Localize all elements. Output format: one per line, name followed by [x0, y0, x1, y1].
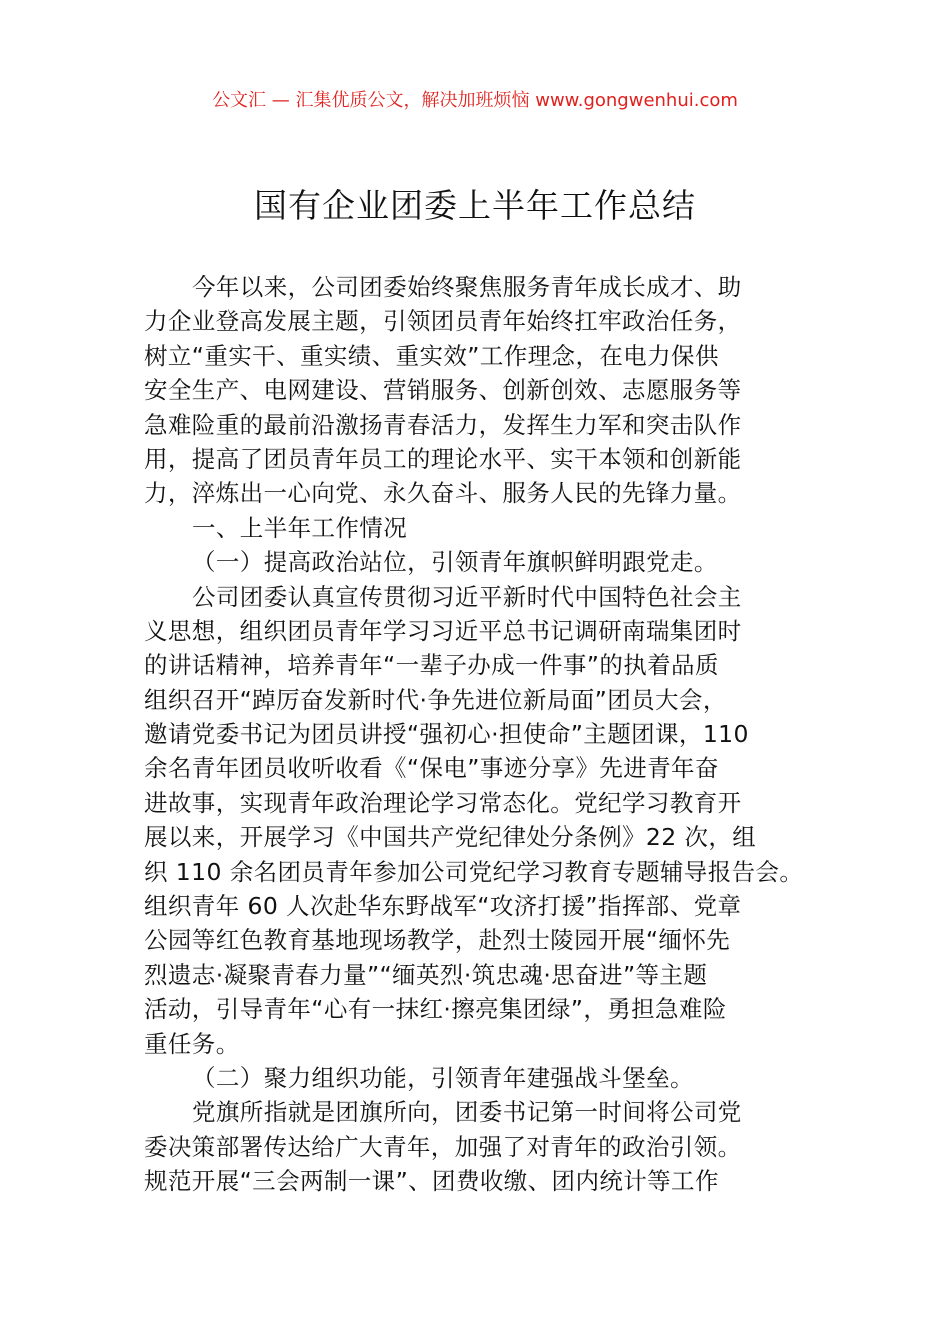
body-line: 活动，引导青年“心有一抹红·擦亮集团绿”，勇担急难险 [144, 995, 727, 1024]
body-line: 树立“重实干、重实绩、重实效”工作理念，在电力保供 [144, 341, 719, 370]
body-line: 安全生产、电网建设、营销服务、创新创效、志愿服务等 [144, 376, 742, 405]
body-line: 进故事，实现青年政治理论学习常态化。党纪学习教育开 [144, 788, 742, 817]
body-line: 用，提高了团员青年员工的理论水平、实干本领和创新能 [144, 444, 742, 473]
body-line: 公园等红色教育基地现场教学，赴烈士陵园开展“缅怀先 [144, 926, 731, 955]
body-line: 重任务。 [144, 1029, 240, 1058]
body-line: 余名青年团员收听收看《“保电”事迹分享》先进青年奋 [144, 754, 719, 783]
document-body [144, 270, 816, 1199]
body-line: （一）提高政治站位，引领青年旗帜鲜明跟党走。 [192, 548, 718, 577]
body-line: 烈遗志·凝聚青春力量”“缅英烈·筑忠魂·思奋进”等主题 [144, 960, 708, 989]
body-line: 邀请党委书记为团员讲授“强初心·担使命”主题团课，110 [144, 720, 749, 749]
site-banner: 公文汇 — 汇集优质公文，解决加班烦恼 www.gongwenhui.com [212, 90, 738, 111]
document-title: 国有企业团委上半年工作总结 [254, 186, 696, 225]
body-line: 织 110 余名团员青年参加公司党纪学习教育专题辅导报告会。 [144, 857, 804, 886]
body-line: 公司团委认真宣传贯彻习近平新时代中国特色社会主 [192, 582, 742, 611]
body-line: 力企业登高发展主题，引领团员青年始终扛牢政治任务， [144, 307, 742, 336]
body-line: 急难险重的最前沿激扬青春活力，发挥生力军和突击队作 [144, 410, 742, 439]
body-line: 委决策部署传达给广大青年，加强了对青年的政治引领。 [144, 1132, 742, 1161]
body-line: 组织召开“踔厉奋发新时代·争先进位新局面”团员大会， [144, 685, 727, 714]
body-line: 今年以来，公司团委始终聚焦服务青年成长成才、助 [192, 273, 742, 301]
body-line: 的讲话精神，培养青年“一辈子办成一件事”的执着品质 [144, 651, 719, 680]
body-line: 组织青年 60 人次赴华东野战军“攻济打援”指挥部、党章 [144, 892, 742, 921]
body-line: 一、上半年工作情况 [192, 513, 408, 542]
body-line: 党旗所指就是团旗所向，团委书记第一时间将公司党 [192, 1098, 742, 1127]
body-line: 义思想，组织团员青年学习习近平总书记调研南瑞集团时 [144, 616, 742, 645]
body-line: 展以来，开展学习《中国共产党纪律处分条例》22 次，组 [144, 823, 757, 852]
body-line: 规范开展“三会两制一课”、团费收缴、团内统计等工作 [144, 1167, 719, 1196]
body-line: （二）聚力组织功能，引领青年建强战斗堡垒。 [192, 1063, 694, 1092]
body-line: 力，淬炼出一心向党、永久奋斗、服务人民的先锋力量。 [144, 479, 742, 508]
